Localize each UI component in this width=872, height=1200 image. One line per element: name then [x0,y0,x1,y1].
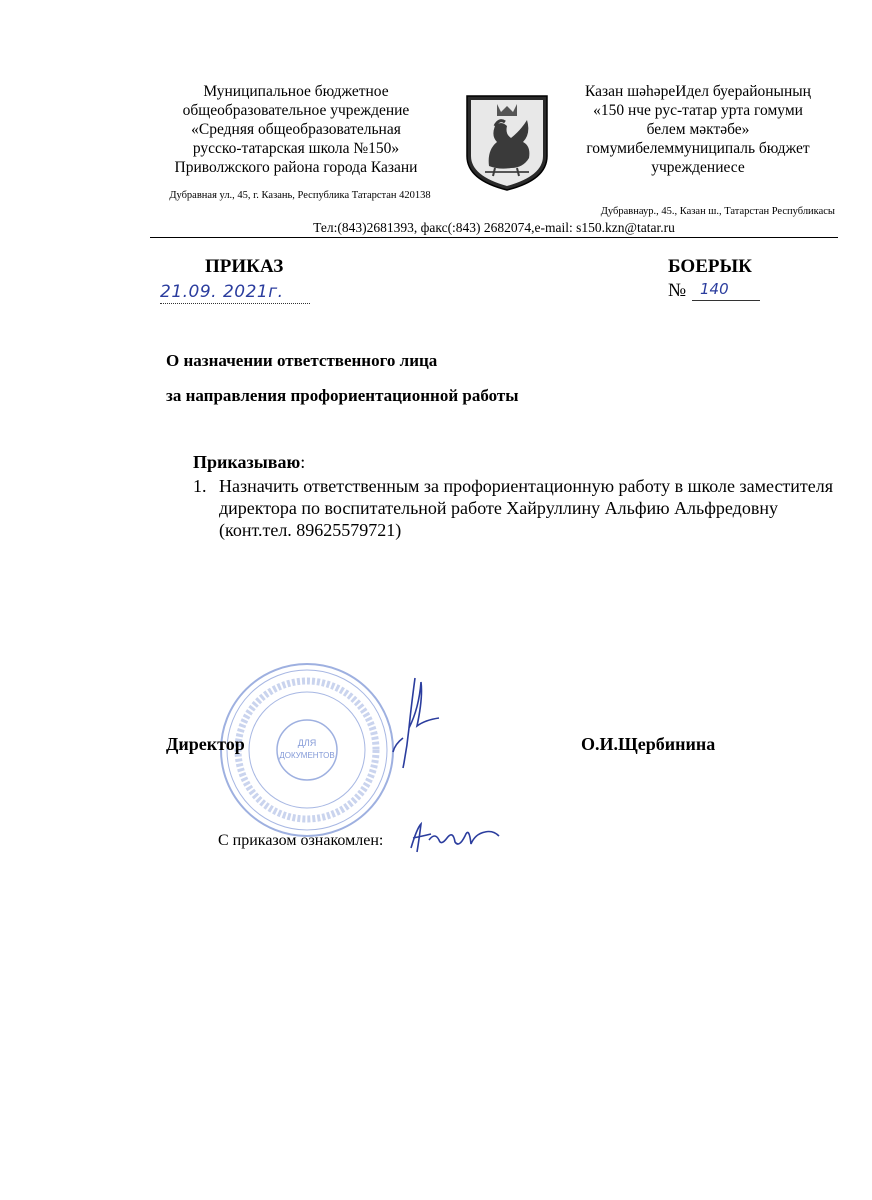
director-name: О.И.Щербинина [581,734,716,754]
header-right-line: учреждениесе [651,159,745,176]
header-left-org [150,82,442,177]
handwritten-order-number: 140 [700,280,729,298]
header-left-line: русско-татарская школа №150» [192,140,400,157]
order-subject [166,343,519,413]
list-item-number: 1. [193,476,207,496]
date-underline [160,303,310,304]
order-directive [193,452,305,473]
subject-line: О назначении ответственного лица [166,351,438,370]
number-underline [692,300,760,301]
order-directive-colon: : [300,452,306,472]
header-left-address: Дубравная ул., 45, г. Казань, Республика Татарстан 420138 [169,190,431,201]
header-right-line: гомумибелеммуниципаль бюджет [586,140,810,157]
stamp-text-line: ДЛЯ [297,738,317,748]
header-left-line: Приволжского района города Казани [174,159,418,176]
director-title: Директор [166,734,245,754]
order-number-label: № [668,280,687,301]
header-divider [150,237,838,238]
header-contacts: Тел:(843)2681393, факс(:843) 2682074,e-mail: s150.kzn@tatar.ru [313,220,675,235]
kazan-emblem-icon [465,94,549,192]
header-right-org [568,82,828,177]
header-left-line: Муниципальное бюджетное [203,83,389,100]
header-right-line: белем мәктәбе» [646,121,750,138]
order-title-ru: ПРИКАЗ [205,256,284,277]
header-left-line: общеобразовательное учреждение [182,102,410,119]
subject-line: за направления профориентационной работы [166,386,519,405]
header-left-line: «Средняя общеобразовательная [191,121,401,138]
acknowledgement-signature-icon [405,818,505,858]
director-signature-icon [385,668,445,783]
header-right-line: «150 нче рус-татар урта гомуми [593,102,803,119]
order-directive-word: Приказываю [193,452,301,472]
acknowledgement-label: С приказом ознакомлен: [218,832,384,849]
stamp-text-line: ДОКУМЕНТОВ [279,751,335,760]
handwritten-date: 21.09. 2021г. [160,282,284,302]
header-right-line: Казан шәһәреИдел буерайонының [585,83,811,100]
order-title-tt: БОЕРЫК [668,256,752,277]
header-right-address: Дубравнаур., 45., Казан ш., Татарстан Республикасы [600,206,835,217]
list-item-text: Назначить ответственным за профориентационную работу в школе заместителя директора по воспитательной работе Хайруллину Альфию Альфредовну (конт.тел. 89625579721) [219,476,834,540]
